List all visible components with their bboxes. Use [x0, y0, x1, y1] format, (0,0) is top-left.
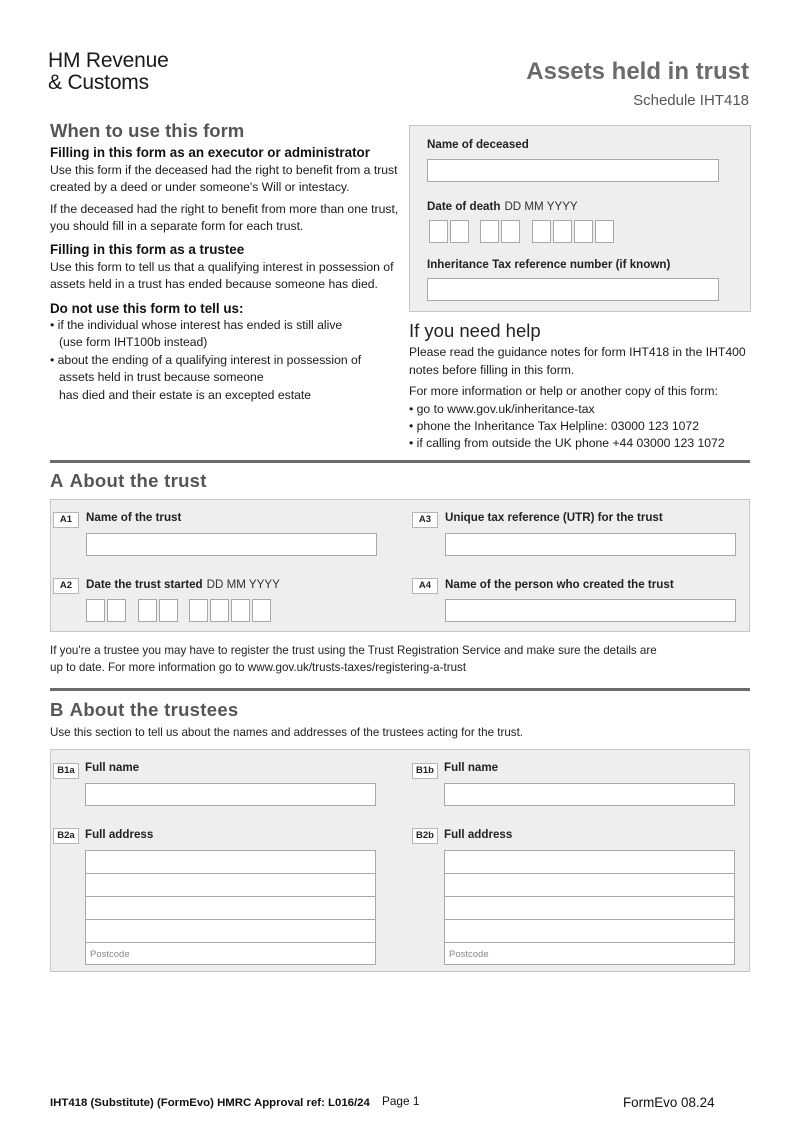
section-b-box [50, 749, 750, 972]
question-tag-a1: A1 [53, 512, 79, 528]
trustee-heading: Filling in this form as a trustee [50, 242, 245, 258]
trust-utr-field[interactable] [445, 533, 736, 556]
trust-name-label: Name of the trust [86, 511, 182, 524]
address-line-2[interactable] [445, 874, 734, 897]
address-line-3[interactable] [86, 897, 375, 920]
bullet-line: assets held in trust because someone [59, 370, 264, 385]
do-not-use-bullet-1 [50, 317, 400, 352]
address-line-2[interactable] [86, 874, 375, 897]
dod-day-digit-1[interactable] [429, 220, 448, 243]
start-day-digit-1[interactable] [86, 599, 105, 622]
bullet-line: has died and their estate is an excepted estate [59, 387, 312, 402]
iht-reference-field[interactable] [427, 278, 719, 301]
when-to-use-heading: When to use this form [50, 120, 245, 141]
section-b-title-text: About the trustees [69, 699, 239, 720]
dod-day-digit-2[interactable] [450, 220, 469, 243]
help-paragraph-2: For more information or help or another copy of this form: [409, 384, 718, 399]
help-bullet-overseas-phone: • if calling from outside the UK phone +44 03000 123 1072 [409, 436, 725, 451]
do-not-use-heading: Do not use this form to tell us: [50, 300, 244, 316]
address-line-4[interactable] [445, 920, 734, 943]
executor-heading: Filling in this form as an executor or administrator [50, 145, 370, 161]
trustee-2-address-field[interactable] [444, 850, 735, 965]
iht-reference-label: Inheritance Tax reference number (if known) [427, 258, 671, 271]
trustee-paragraph: Use this form to tell us that a qualifying interest in possession of assets held in a trust has ended because someone has died. [50, 259, 394, 292]
postcode-field[interactable]: Postcode [90, 949, 130, 960]
help-section [409, 322, 759, 453]
question-tag-b2a: B2a [53, 828, 79, 844]
trust-start-date-label [86, 578, 280, 591]
question-tag-b2b: B2b [412, 828, 438, 844]
section-b-letter: B [50, 699, 64, 720]
logo-line-1: HM Revenue [48, 49, 169, 72]
form-title: Assets held in trust [526, 58, 749, 85]
date-of-death-label [427, 200, 578, 213]
section-b-title [50, 699, 239, 721]
help-bullet-website: • go to www.gov.uk/inheritance-tax [409, 401, 595, 416]
address-line-3[interactable] [445, 897, 734, 920]
trustee-1-name-field[interactable] [85, 783, 376, 806]
section-b-intro: Use this section to tell us about the names and addresses of the trustees acting for the trust. [50, 726, 524, 739]
start-month-digit-2[interactable] [159, 599, 178, 622]
question-tag-a2: A2 [53, 578, 79, 594]
trustee-1-address-label: Full address [85, 828, 154, 841]
trust-name-field[interactable] [86, 533, 377, 556]
help-heading: If you need help [409, 320, 541, 341]
executor-paragraph-2: If the deceased had the right to benefit from more than one trust, you should fill in a separate form for each trust. [50, 201, 399, 234]
dod-year-digit-4[interactable] [595, 220, 614, 243]
bullet-line: • if the individual whose interest has ended is still alive [50, 318, 343, 333]
date-of-death-label-text: Date of death [427, 200, 501, 213]
note-line: up to date. For more information go to www.gov.uk/trusts-taxes/registering-a-trust [50, 661, 467, 674]
section-b-divider [50, 688, 750, 691]
deceased-details-box [409, 125, 751, 312]
start-year-digit-2[interactable] [210, 599, 229, 622]
start-year-digit-1[interactable] [189, 599, 208, 622]
trust-start-date-label-text: Date the trust started [86, 578, 203, 591]
executor-paragraph-1: Use this form if the deceased had the right to benefit from a trust created by a deed or under someone's Will or intestacy. [50, 162, 398, 195]
section-a-letter: A [50, 470, 64, 491]
trustee-2-name-label: Full name [444, 761, 499, 774]
question-tag-b1a: B1a [53, 763, 79, 779]
section-a-title-text: About the trust [69, 470, 207, 491]
trust-settlor-field[interactable] [445, 599, 736, 622]
trust-utr-label: Unique tax reference (UTR) for the trust [445, 511, 663, 524]
section-a-box [50, 499, 750, 632]
help-paragraph-1: Please read the guidance notes for form IHT418 in the IHT400 notes before filling in this form. [409, 345, 746, 377]
deceased-name-label: Name of deceased [427, 138, 529, 151]
dod-month-digit-2[interactable] [501, 220, 520, 243]
trust-registration-note [50, 642, 750, 676]
question-tag-a4: A4 [412, 578, 438, 594]
trustee-1-name-label: Full name [85, 761, 140, 774]
trustee-2-address-label: Full address [444, 828, 513, 841]
hmrc-logo [48, 50, 169, 94]
page-number: Page 1 [382, 1094, 420, 1108]
address-line-1[interactable] [86, 851, 375, 874]
bullet-line: (use form IHT100b instead) [59, 335, 208, 350]
footer-approval-ref: IHT418 (Substitute) (FormEvo) HMRC Approval ref: L016/24 [50, 1097, 370, 1109]
help-bullet-phone: • phone the Inheritance Tax Helpline: 03000 123 1072 [409, 419, 699, 434]
trustee-1-address-field[interactable] [85, 850, 376, 965]
dod-year-digit-2[interactable] [553, 220, 572, 243]
bullet-line: • about the ending of a qualifying interest in possession of [50, 352, 362, 367]
deceased-name-field[interactable] [427, 159, 719, 182]
dod-year-digit-1[interactable] [532, 220, 551, 243]
start-day-digit-2[interactable] [107, 599, 126, 622]
date-format-hint: DD MM YYYY [504, 200, 578, 213]
section-a-title [50, 470, 207, 492]
postcode-field[interactable]: Postcode [449, 949, 489, 960]
section-a-divider [50, 460, 750, 463]
dod-year-digit-3[interactable] [574, 220, 593, 243]
when-to-use-section [50, 122, 400, 404]
date-format-hint: DD MM YYYY [206, 578, 280, 591]
trust-settlor-label: Name of the person who created the trust [445, 578, 674, 591]
do-not-use-bullet-2 [50, 352, 400, 404]
logo-line-2: & Customs [48, 71, 149, 94]
start-month-digit-1[interactable] [138, 599, 157, 622]
question-tag-b1b: B1b [412, 763, 438, 779]
start-year-digit-3[interactable] [231, 599, 250, 622]
question-tag-a3: A3 [412, 512, 438, 528]
form-subtitle: Schedule IHT418 [633, 92, 749, 109]
address-line-4[interactable] [86, 920, 375, 943]
start-year-digit-4[interactable] [252, 599, 271, 622]
address-line-1[interactable] [445, 851, 734, 874]
note-line: If you're a trustee you may have to register the trust using the Trust Registration Service and make sure the details are [50, 644, 657, 657]
dod-month-digit-1[interactable] [480, 220, 499, 243]
trustee-2-name-field[interactable] [444, 783, 735, 806]
footer-version: FormEvo 08.24 [623, 1095, 715, 1110]
